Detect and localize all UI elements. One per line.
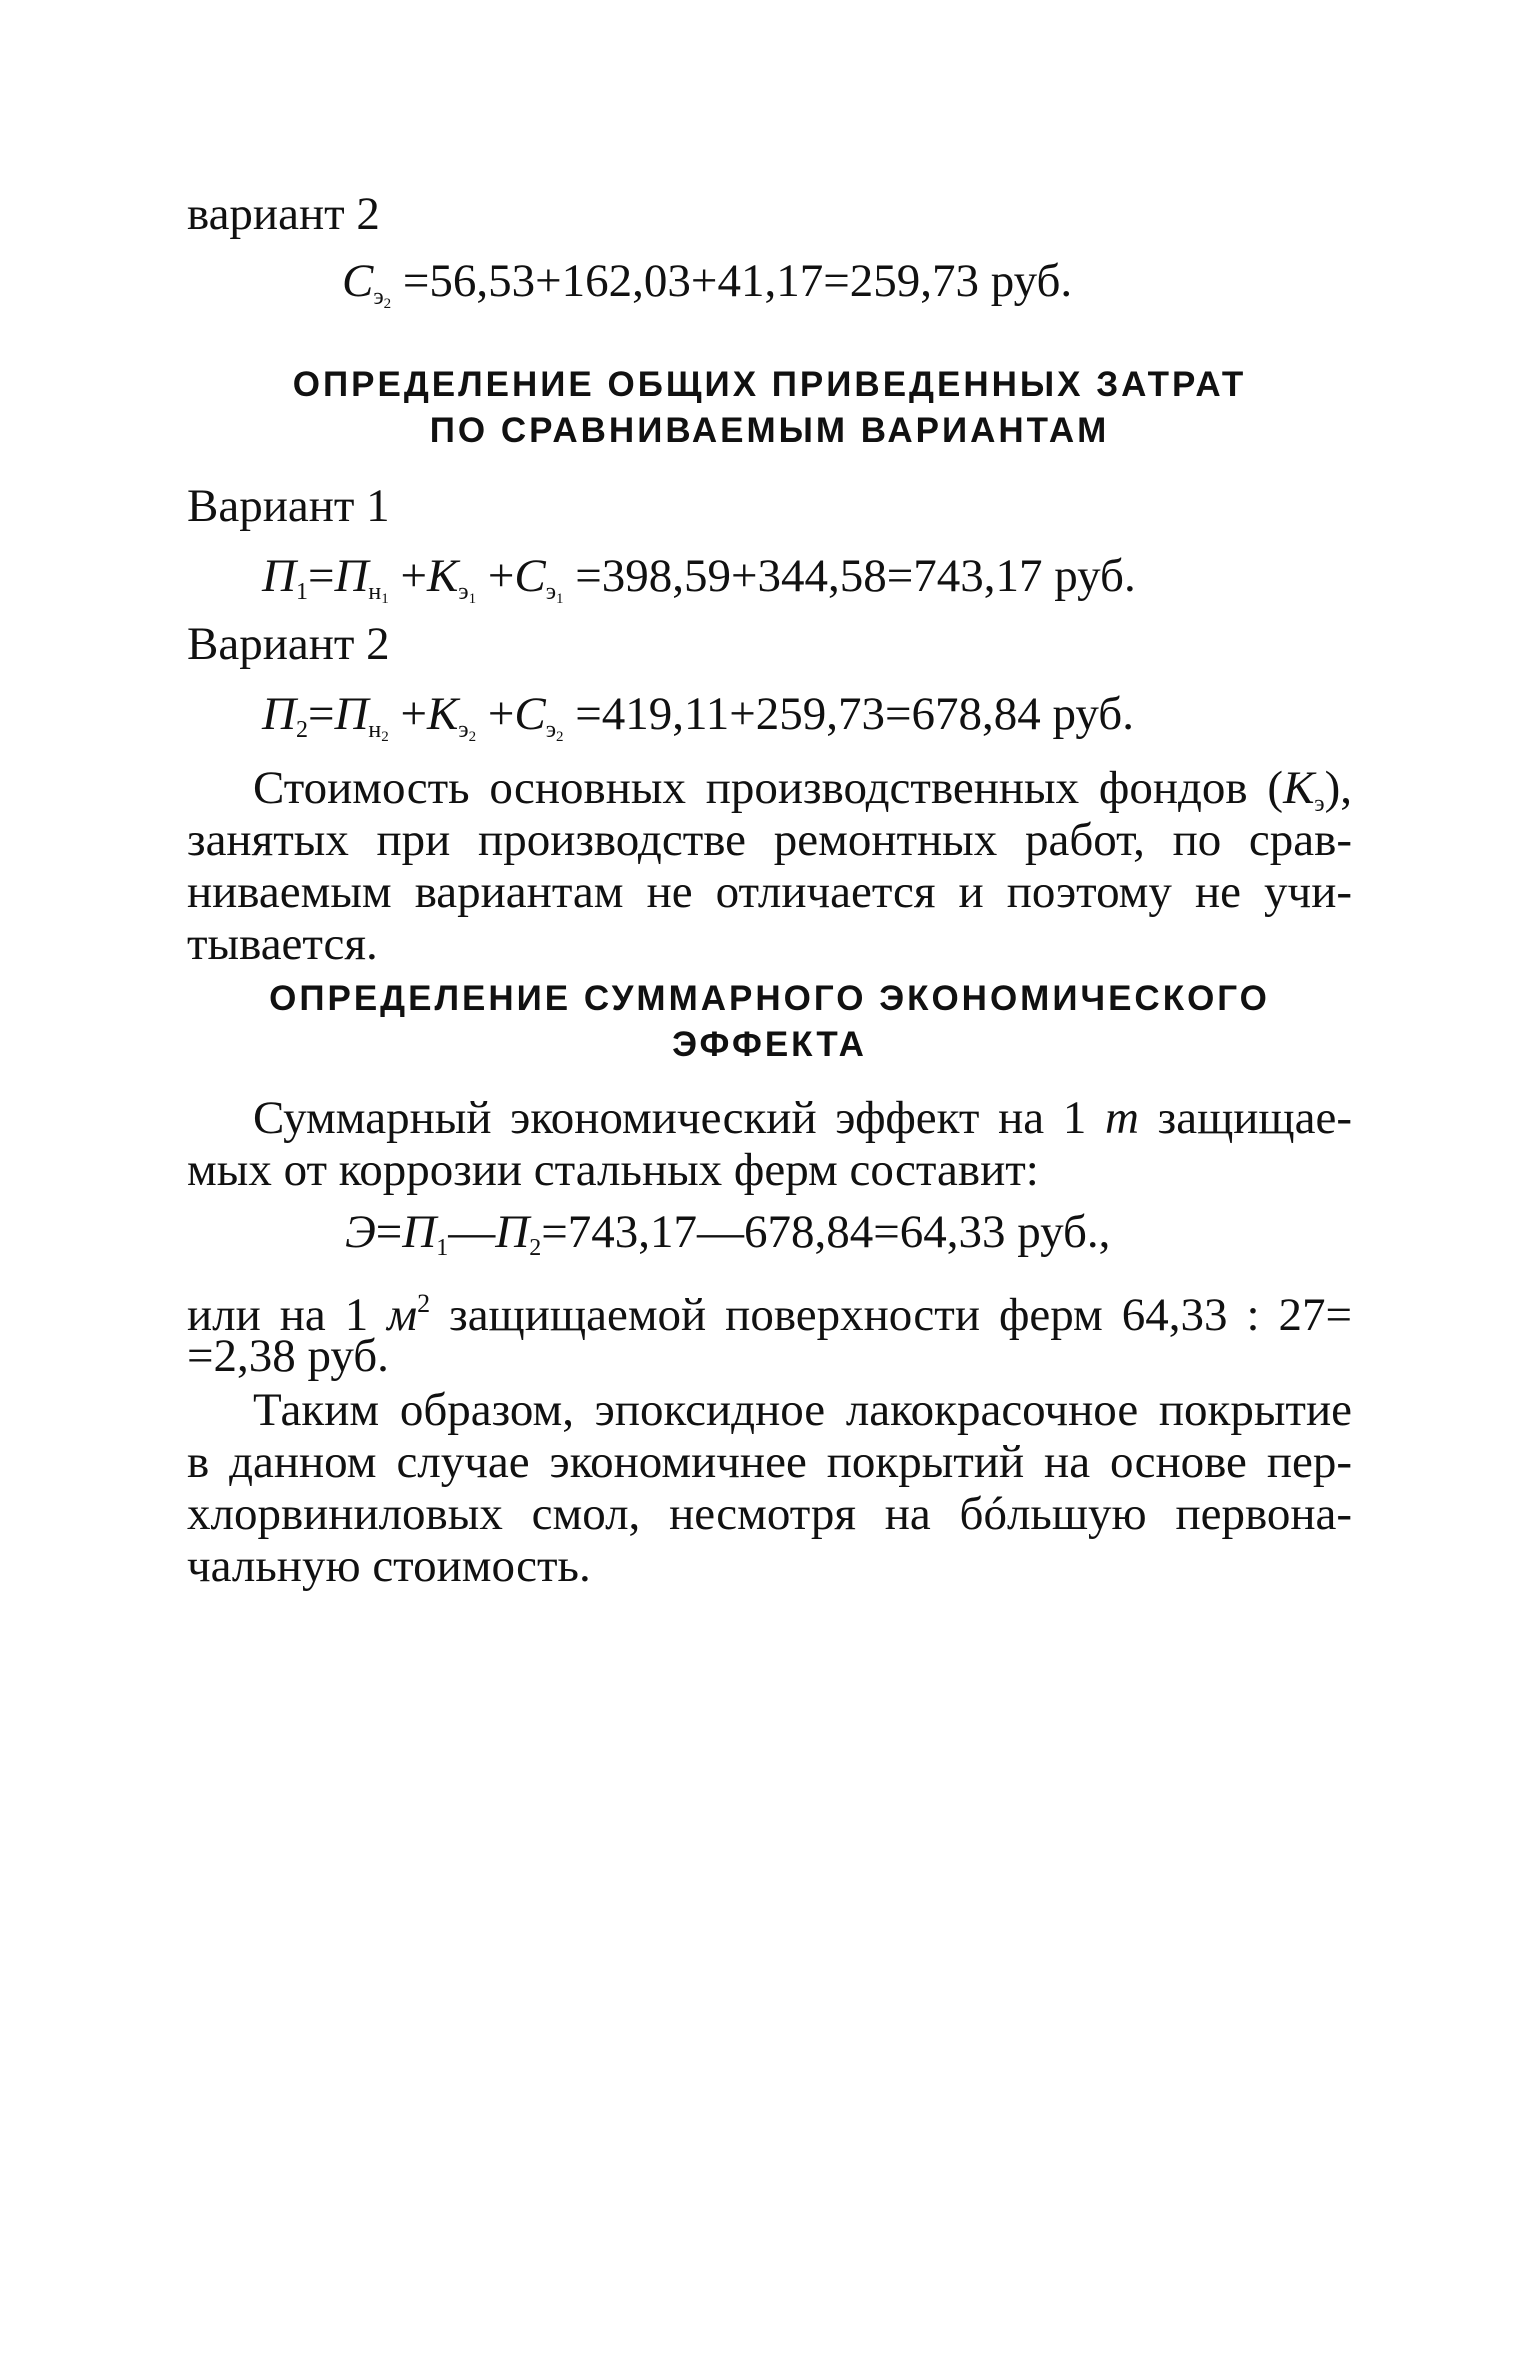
p2-t3-sub: э <box>545 717 556 743</box>
p2-lhs: П <box>262 688 296 740</box>
heading-effect-line2: ЭФФЕКТА <box>672 1025 867 1064</box>
para1-line3: ниваемым вариантам не отличается и поэтому не учи- <box>187 866 1352 918</box>
p1-t2: К <box>427 550 459 602</box>
para4-line1: Таким образом, эпоксидное лакокрасочное покрытие <box>253 1384 1352 1436</box>
p2-eq: = <box>307 688 335 740</box>
p1-t1: П <box>334 550 369 602</box>
p1-t3-sub: э <box>545 579 556 605</box>
e-rhs: =743,17—678,84=64,33 руб., <box>541 1206 1111 1258</box>
e-p1-sub: 1 <box>436 1235 449 1261</box>
formula-e <box>345 1206 1110 1274</box>
p2-t2-subsub: 2 <box>468 729 477 745</box>
variant2-intro: вариант 2 <box>187 188 380 240</box>
para2-line1-end: защищае- <box>1138 1092 1352 1144</box>
para1-line4: тывается. <box>187 918 378 970</box>
para4-line3: хлорвиниловых смол, несмотря на бóльшую первона- <box>187 1488 1352 1540</box>
p1-rhs: =398,59+344,58=743,17 руб. <box>575 550 1136 602</box>
para2-unit: т <box>1105 1092 1139 1144</box>
p1-t1-subsub: 1 <box>381 591 389 607</box>
para3-line1-end: защищаемой поверхности ферм 64,33 : 27= <box>430 1289 1352 1341</box>
p2-t1-subsub: 2 <box>381 729 389 745</box>
formula-p1 <box>262 550 1136 625</box>
p2-rhs: =419,11+259,73=678,84 руб. <box>575 688 1134 740</box>
para3-unit-sup: 2 <box>417 1289 431 1318</box>
e-eq: = <box>375 1206 403 1258</box>
formula-var: С <box>342 255 374 307</box>
p2-t2: К <box>427 688 459 740</box>
para3-unit: м <box>387 1289 418 1341</box>
para2-line2: мых от коррозии стальных ферм составит: <box>187 1144 1039 1196</box>
para1-line2: занятых при производстве ремонтных работ, по срав- <box>187 814 1352 866</box>
para2-line1-text: Суммарный экономический эффект на 1 <box>253 1092 1106 1144</box>
para1-line1-end: ), <box>1324 762 1352 814</box>
p2-t3-subsub: 2 <box>556 729 564 745</box>
formula-rhs: =56,53+162,03+41,17=259,73 руб. <box>402 255 1073 307</box>
e-lhs: Э <box>345 1206 376 1258</box>
formula-subsub: 2 <box>383 296 392 312</box>
p2-t3: С <box>514 688 546 740</box>
formula-sub: э <box>373 284 384 310</box>
p1-t3: С <box>514 550 546 602</box>
p1-t1-sub: н <box>368 579 382 605</box>
para1-k: К <box>1283 762 1315 814</box>
para2-line1 <box>253 1092 1352 1144</box>
p2-t1-sub: н <box>368 717 382 743</box>
p2-plus2: + <box>487 688 515 740</box>
para4-line2: в данном случае экономичнее покрытий на основе пер- <box>187 1436 1352 1488</box>
heading-total-costs-line2: ПО СРАВНИВАЕМЫМ ВАРИАНТАМ <box>429 411 1110 450</box>
para3-line1-text: или на 1 <box>187 1289 388 1341</box>
formula-ce2 <box>342 255 1072 330</box>
p1-lhs-sub: 1 <box>295 579 308 605</box>
p1-eq: = <box>307 550 335 602</box>
para4-line4: чальную стоимость. <box>187 1540 591 1592</box>
heading-effect-line1: ОПРЕДЕЛЕНИЕ СУММАРНОГО ЭКОНОМИЧЕСКОГО <box>269 979 1270 1018</box>
para1-line1-text: Стоимость основных производственных фондов ( <box>253 762 1284 814</box>
para3-line2: =2,38 руб. <box>187 1330 389 1382</box>
e-p2: П <box>495 1206 530 1258</box>
p1-t2-sub: э <box>458 579 469 605</box>
p1-plus1: + <box>400 550 428 602</box>
p1-t2-subsub: 1 <box>468 591 477 607</box>
variant1-label: Вариант 1 <box>187 480 390 532</box>
formula-p2 <box>262 688 1134 763</box>
heading-total-costs-line1: ОПРЕДЕЛЕНИЕ ОБЩИХ ПРИВЕДЕННЫХ ЗАТРАТ <box>292 365 1247 404</box>
p1-t3-subsub: 1 <box>556 591 564 607</box>
variant2-label: Вариант 2 <box>187 618 390 670</box>
e-p1: П <box>402 1206 437 1258</box>
p2-t2-sub: э <box>458 717 469 743</box>
p2-plus1: + <box>400 688 428 740</box>
p1-plus2: + <box>487 550 515 602</box>
p1-lhs: П <box>262 550 296 602</box>
e-p2-sub: 2 <box>529 1235 542 1261</box>
p2-t1: П <box>334 688 369 740</box>
para1-k-sub: э <box>1314 791 1325 817</box>
e-minus: — <box>448 1206 496 1258</box>
p2-lhs-sub: 2 <box>295 717 308 743</box>
